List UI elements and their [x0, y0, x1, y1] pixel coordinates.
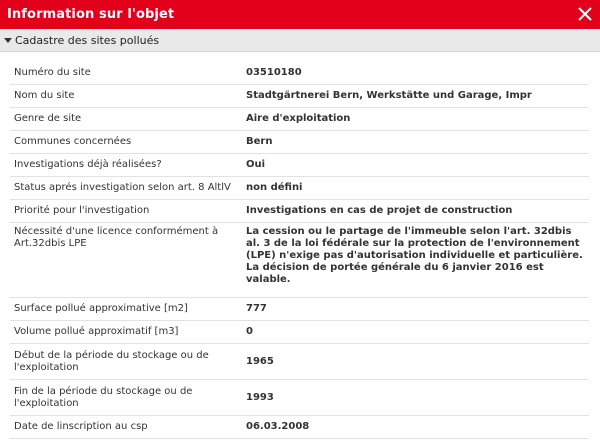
- table-row: [10, 380, 589, 416]
- attribute-value: Investigations en cas de projet de construction: [246, 205, 513, 216]
- attribute-label: Début de la période du stockage ou de l'exploitation: [14, 349, 209, 373]
- table-row: [10, 85, 589, 108]
- attribute-label: Nom du site: [14, 90, 75, 101]
- table-row: [10, 298, 589, 321]
- attribute-label: Genre de site: [14, 113, 82, 124]
- attribute-label: Numéro du site: [14, 67, 91, 78]
- attribute-label: Priorité pour l'investigation: [14, 205, 150, 216]
- title-bar: [0, 0, 600, 29]
- section-title: Cadastre des sites pollués: [15, 34, 160, 47]
- attribute-label: Fin de la période du stockage ou de l'exploitation: [14, 385, 193, 409]
- attribute-label: Volume pollué approximatif [m3]: [14, 326, 179, 337]
- attribute-label: Date de linscription au csp: [14, 421, 148, 432]
- attribute-value: Oui: [246, 159, 266, 170]
- attribute-value: 03510180: [246, 67, 302, 78]
- table-row: [10, 177, 589, 200]
- table-row: [10, 416, 589, 439]
- attribute-label: Investigations déjà réalisées?: [14, 159, 162, 170]
- table-row: [10, 131, 589, 154]
- attribute-label: Communes concernées: [14, 136, 132, 147]
- attribute-value: Bern: [246, 136, 273, 147]
- table-row: [10, 321, 589, 344]
- attribute-value: non défini: [246, 182, 303, 193]
- table-row: [10, 344, 589, 380]
- attribute-value: Stadtgärtnerei Bern, Werkstätte und Garage, Impr: [246, 90, 532, 101]
- attribute-value: 06.03.2008: [246, 421, 310, 432]
- attribute-value: 1965: [246, 355, 274, 367]
- attribute-label: Nécessité d'une licence conformément à Art.32dbis LPE: [14, 226, 219, 249]
- attribute-label: Status aprés investigation selon art. 8 AltlV: [14, 182, 231, 193]
- section-header-cadastre[interactable]: [0, 29, 600, 52]
- attributes-table: [10, 62, 589, 439]
- attribute-value: Aire d'exploitation: [246, 113, 351, 124]
- attribute-value: La cession ou le partage de l'immeuble selon l'art. 32dbis al. 3 de la loi fédérale sur la protection de l'environnement (LPE) n'exige pas d'autorisation individuelle et particulière. La décision de portée générale du 6 janvier 2016 est valable.: [246, 226, 583, 285]
- table-row: [10, 200, 589, 223]
- attribute-value: 777: [246, 303, 267, 314]
- close-icon[interactable]: [575, 4, 595, 24]
- table-row: [10, 154, 589, 177]
- caret-down-icon: [4, 38, 12, 43]
- attribute-value: 0: [246, 326, 253, 337]
- attribute-label: Surface pollué approximative [m2]: [14, 303, 188, 314]
- table-row: [10, 62, 589, 85]
- panel-title: Information sur l'objet: [7, 7, 175, 22]
- table-row: [10, 108, 589, 131]
- table-row: [10, 223, 589, 298]
- attribute-value: 1993: [246, 391, 274, 403]
